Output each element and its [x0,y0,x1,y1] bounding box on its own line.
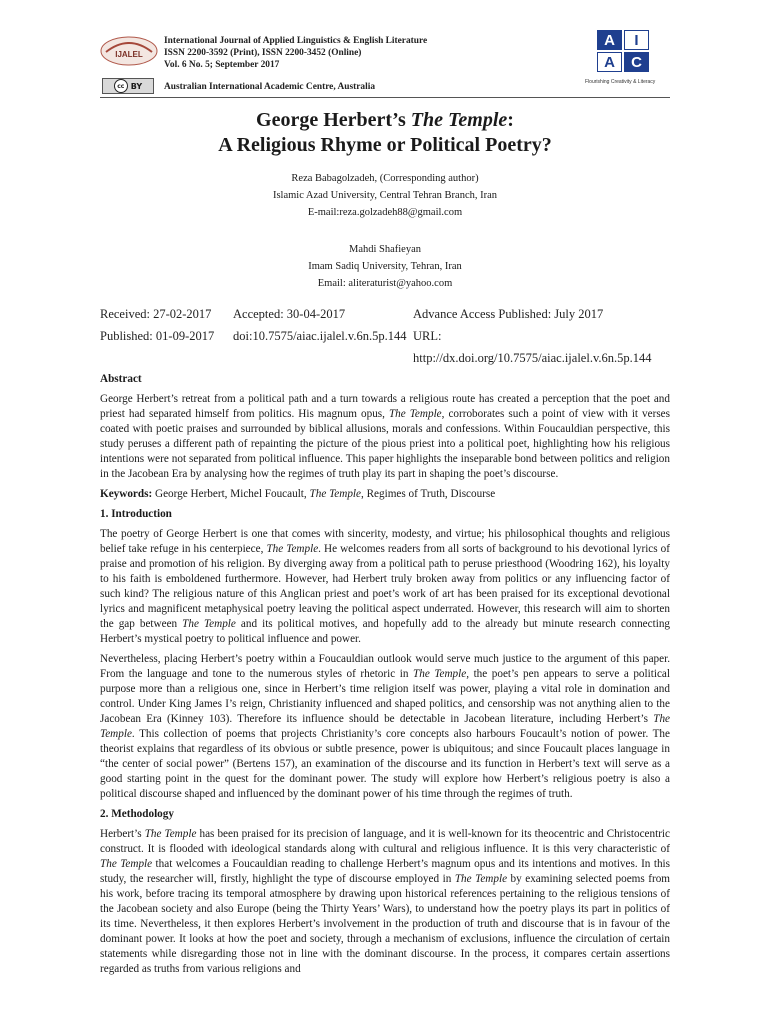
aiac-logo-letter: A [597,52,622,72]
cc-license-label: BY [130,81,143,91]
abstract-text: George Herbert’s retreat from a political path and a turn towards a religious route has created a perception that the poet and priest had separated himself from politics. His magnum opus, The Temple, corroborates such a point of view with it verses coated with poetic praises and surrounded by biblical allusions, morals and confessions. Within Foucauldian perspective, this study peruses a different path of repainting the picture of the pious priest into a political poet, highlighting how his religious intentions were not separated from political influence. This paper highlights the inseparable bond between politics and religion in the Jacobean Era by analysing how the regimes of truth play its part in shaping the poet’s discourse. [100,393,671,480]
publisher-centre: Australian International Academic Centre, Australia [164,82,376,92]
author-name: Mahdi Shafieyan [348,244,422,255]
paper-body [100,372,670,982]
introduction-paragraph: Nevertheless, placing Herbert’s poetry within a Foucauldian outlook would serve much justice to the argument of this paper. From the language and tone to the numerous styles of rhetoric in The Temple, the poet’s pen appears to serve a political purpose more than a religious one, since in Herbert’s time religion itself was power, playing a vital role in domination and control. Under King James I’s reign, Christianity influenced and shaped politics, and censorship was not anything alien to the Jacobean Era (Kinney 103). Therefore its influence should be detectable in Jacobean literature, including Herbert’s The Temple. This collection of poems that projects Christianity’s core concepts also harbours Foucault’s notion of power. The theorist explains that regardless of its obvious or subtle presence, power is ubiquitous; and since Foucault places language in “the center of social power” (Bertens 157), an examination of the discourse and its function in Herbert’s text will serve as a good starting point in the quest for the dominant power. The study will explore how Herbert’s religious poetry is also a political discourse shaped and influenced by the dominant power of his time through the regimes of truth. [100,653,671,800]
title-line-1: George Herbert’s The Temple: [256,109,514,131]
journal-volume: Vol. 6 No. 5; September 2017 [164,60,280,70]
author-affiliation: Imam Sadiq University, Tehran, Iran [308,261,462,272]
introduction-heading: 1. Introduction [100,508,172,520]
advance-access-date: Advance Access Published: July 2017 [413,307,604,321]
abstract-heading: Abstract [100,373,142,385]
keywords: Keywords: George Herbert, Michel Foucault, The Temple, Regimes of Truth, Discourse [100,488,496,500]
aiac-logo [597,30,651,74]
publication-dates [100,303,670,369]
received-date: Received: 27-02-2017 [100,307,212,321]
paper-title [100,108,670,158]
aiac-logo-letter: C [624,52,649,72]
journal-logo-icon [100,36,158,66]
aiac-logo-letter: I [624,30,649,50]
article-url[interactable]: URL: http://dx.doi.org/10.7575/aiac.ijalel.v.6n.5p.144 [413,329,652,365]
journal-info [164,35,427,71]
methodology-paragraph: Herbert’s The Temple has been praised for its precision of language, and it is well-known for its theocentric and Christocentric construct. It is flooded with ideological standards along with cultural and religious influence. It is this very characteristic of The Temple that welcomes a Foucauldian reading to challenge Herbert’s magnum opus and its intentions and motives. In this study, the researcher will, firstly, highlight the type of discourse employed in The Temple by examining selected poems from his work, before tracing its temporal atmosphere by drawing upon historical references pertaining to the religious tensions of the Jacobean society and also Europe (being the Thirty Years’ Wars), to understand how the poetry plays its part in politics of its time. Nevertheless, it then explores Herbert’s involvement in the production of truth and discourse that is in favour of the dominant power. It looks at how the poet and society, through a mechanism of exclusions, influence the circulation of certain statements while disregarding those not in line with the dominant discourse. In the process, it compares certain assertions regarded as truths from various religions and [100,828,670,975]
aiac-tagline: Flourishing Creativity & Literacy [585,79,656,85]
journal-logo-text: IJALEL [115,50,143,59]
introduction-paragraph: The poetry of George Herbert is one that comes with sincerity, modesty, and virtue; his philosophical thoughts and religious belief take refuge in his centerpiece, The Temple. He welcomes readers from all sorts of background to his devotional lyrics of praise and promotion of his religion. By diverging away from a political path to peruse priesthood (Woodring 162), his loyalty to his faith is emboldened furthermore. However, had Herbert truly broken away from politics or any influencing factor of such kind? The religious nature of this Anglican priest and poet’s work of art has been praised for its exceptional devotional lyrics and magnificent metaphysical poetry leaving the political aspect underrated. However, this research will aim to shorten the gap between The Temple and its political motives, and hopefully add to the already but minute research connecting Herbert’s mystical poetry to political influence and power. [100,528,671,645]
cc-icon: cc [114,79,128,93]
methodology-heading: 2. Methodology [100,808,174,820]
cc-license-badge[interactable] [102,78,154,94]
journal-issn: ISSN 2200-3592 (Print), ISSN 2200-3452 (Online) [164,48,362,58]
author-email[interactable]: E-mail:reza.golzadeh88@gmail.com [307,207,463,218]
journal-header [100,30,670,98]
journal-name: International Journal of Applied Linguistics & English Literature [164,36,428,46]
doi[interactable]: doi:10.7575/aiac.ijalel.v.6n.5p.144 [233,329,407,343]
published-date: Published: 01-09-2017 [100,329,215,343]
accepted-date: Accepted: 30-04-2017 [233,307,346,321]
author-email[interactable]: Email: aliteraturist@yahoo.com [317,278,453,289]
aiac-logo-letter: A [597,30,622,50]
title-line-2: A Religious Rhyme or Political Poetry? [218,134,552,156]
author-block [100,170,670,292]
header-divider [100,97,670,98]
author-affiliation: Islamic Azad University, Central Tehran Branch, Iran [272,190,498,201]
author-name: Reza Babagolzadeh, (Corresponding author) [291,173,479,184]
